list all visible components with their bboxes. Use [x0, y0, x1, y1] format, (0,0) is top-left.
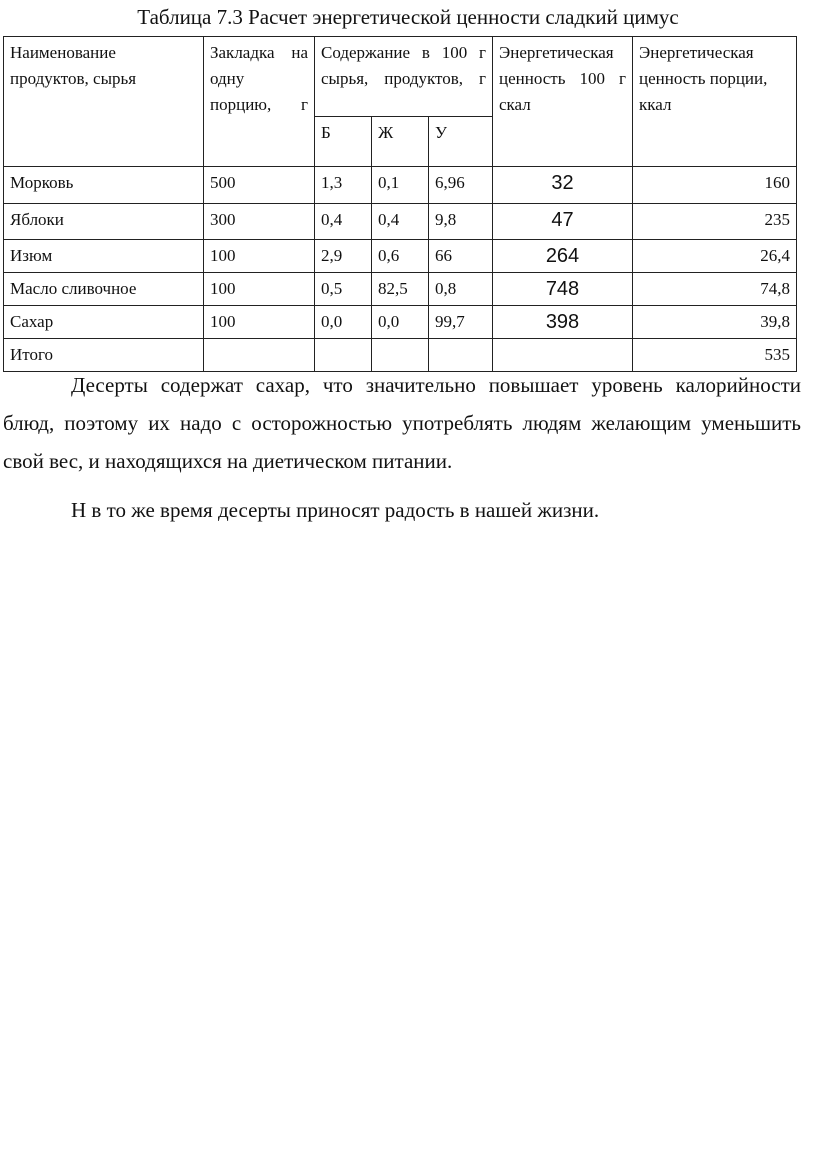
- cell-energy-100g: 264: [493, 240, 633, 273]
- cell-portion: 100: [204, 306, 315, 339]
- header-portion: Закладка на одну порцию, г: [204, 37, 315, 167]
- cell-portion: 500: [204, 167, 315, 204]
- header-energy-100g: Энергетическая ценность 100 г скал: [493, 37, 633, 167]
- cell-name: Сахар: [4, 306, 204, 339]
- cell-fat: 82,5: [372, 273, 429, 306]
- table-header-row: [4, 37, 797, 117]
- cell-energy-100g: 748: [493, 273, 633, 306]
- cell-name: Яблоки: [4, 204, 204, 240]
- cell-portion: 300: [204, 204, 315, 240]
- cell-name: Масло сливочное: [4, 273, 204, 306]
- cell-protein: 0,0: [315, 306, 372, 339]
- cell-carbs: 66: [429, 240, 493, 273]
- header-energy-portion: Энергетическая ценность порции, ккал: [633, 37, 797, 167]
- cell-fat: 0,0: [372, 306, 429, 339]
- header-name: Наименование продуктов, сырья: [4, 37, 204, 167]
- header-fat: Ж: [372, 117, 429, 167]
- cell-portion: 100: [204, 273, 315, 306]
- cell-energy-100g: 47: [493, 204, 633, 240]
- cell-energy-portion: 160: [633, 167, 797, 204]
- header-carbs: У: [429, 117, 493, 167]
- cell-energy-100g: 32: [493, 167, 633, 204]
- total-label: Итого: [4, 339, 204, 372]
- paragraph-desserts-joy: Н в то же время десерты приносят радость в нашей жизни.: [71, 498, 600, 522]
- table-row: [4, 306, 797, 339]
- table-row: [4, 273, 797, 306]
- cell-energy-portion: 74,8: [633, 273, 797, 306]
- cell-fat: 0,6: [372, 240, 429, 273]
- header-content: Содержание в 100 г сырья, продуктов, г: [315, 37, 493, 117]
- cell-protein: 0,4: [315, 204, 372, 240]
- cell-energy-100g: 398: [493, 306, 633, 339]
- energy-value-table: [3, 36, 797, 372]
- cell-carbs: 9,8: [429, 204, 493, 240]
- cell-protein: 1,3: [315, 167, 372, 204]
- cell-energy-portion: 235: [633, 204, 797, 240]
- cell-carbs: 99,7: [429, 306, 493, 339]
- header-protein: Б: [315, 117, 372, 167]
- cell-energy-portion: 26,4: [633, 240, 797, 273]
- paragraph-desserts-sugar: Десерты содержат сахар, что значительно повышает уровень калорийности блюд, поэтому их надо с осторожностью употреблять людям желающим уменьшить свой вес, и находящихся на диетическом питании.: [3, 373, 801, 473]
- cell-carbs: 6,96: [429, 167, 493, 204]
- cell-fat: 0,4: [372, 204, 429, 240]
- table-caption: Таблица 7.3 Расчет энергетической ценности сладкий цимус: [137, 5, 679, 29]
- cell-fat: 0,1: [372, 167, 429, 204]
- cell-protein: 2,9: [315, 240, 372, 273]
- table-row: [4, 204, 797, 240]
- cell-name: Изюм: [4, 240, 204, 273]
- cell-name: Морковь: [4, 167, 204, 204]
- total-value: 535: [633, 339, 797, 372]
- cell-portion: 100: [204, 240, 315, 273]
- table-row: [4, 167, 797, 204]
- cell-protein: 0,5: [315, 273, 372, 306]
- cell-energy-portion: 39,8: [633, 306, 797, 339]
- cell-carbs: 0,8: [429, 273, 493, 306]
- table-row: [4, 240, 797, 273]
